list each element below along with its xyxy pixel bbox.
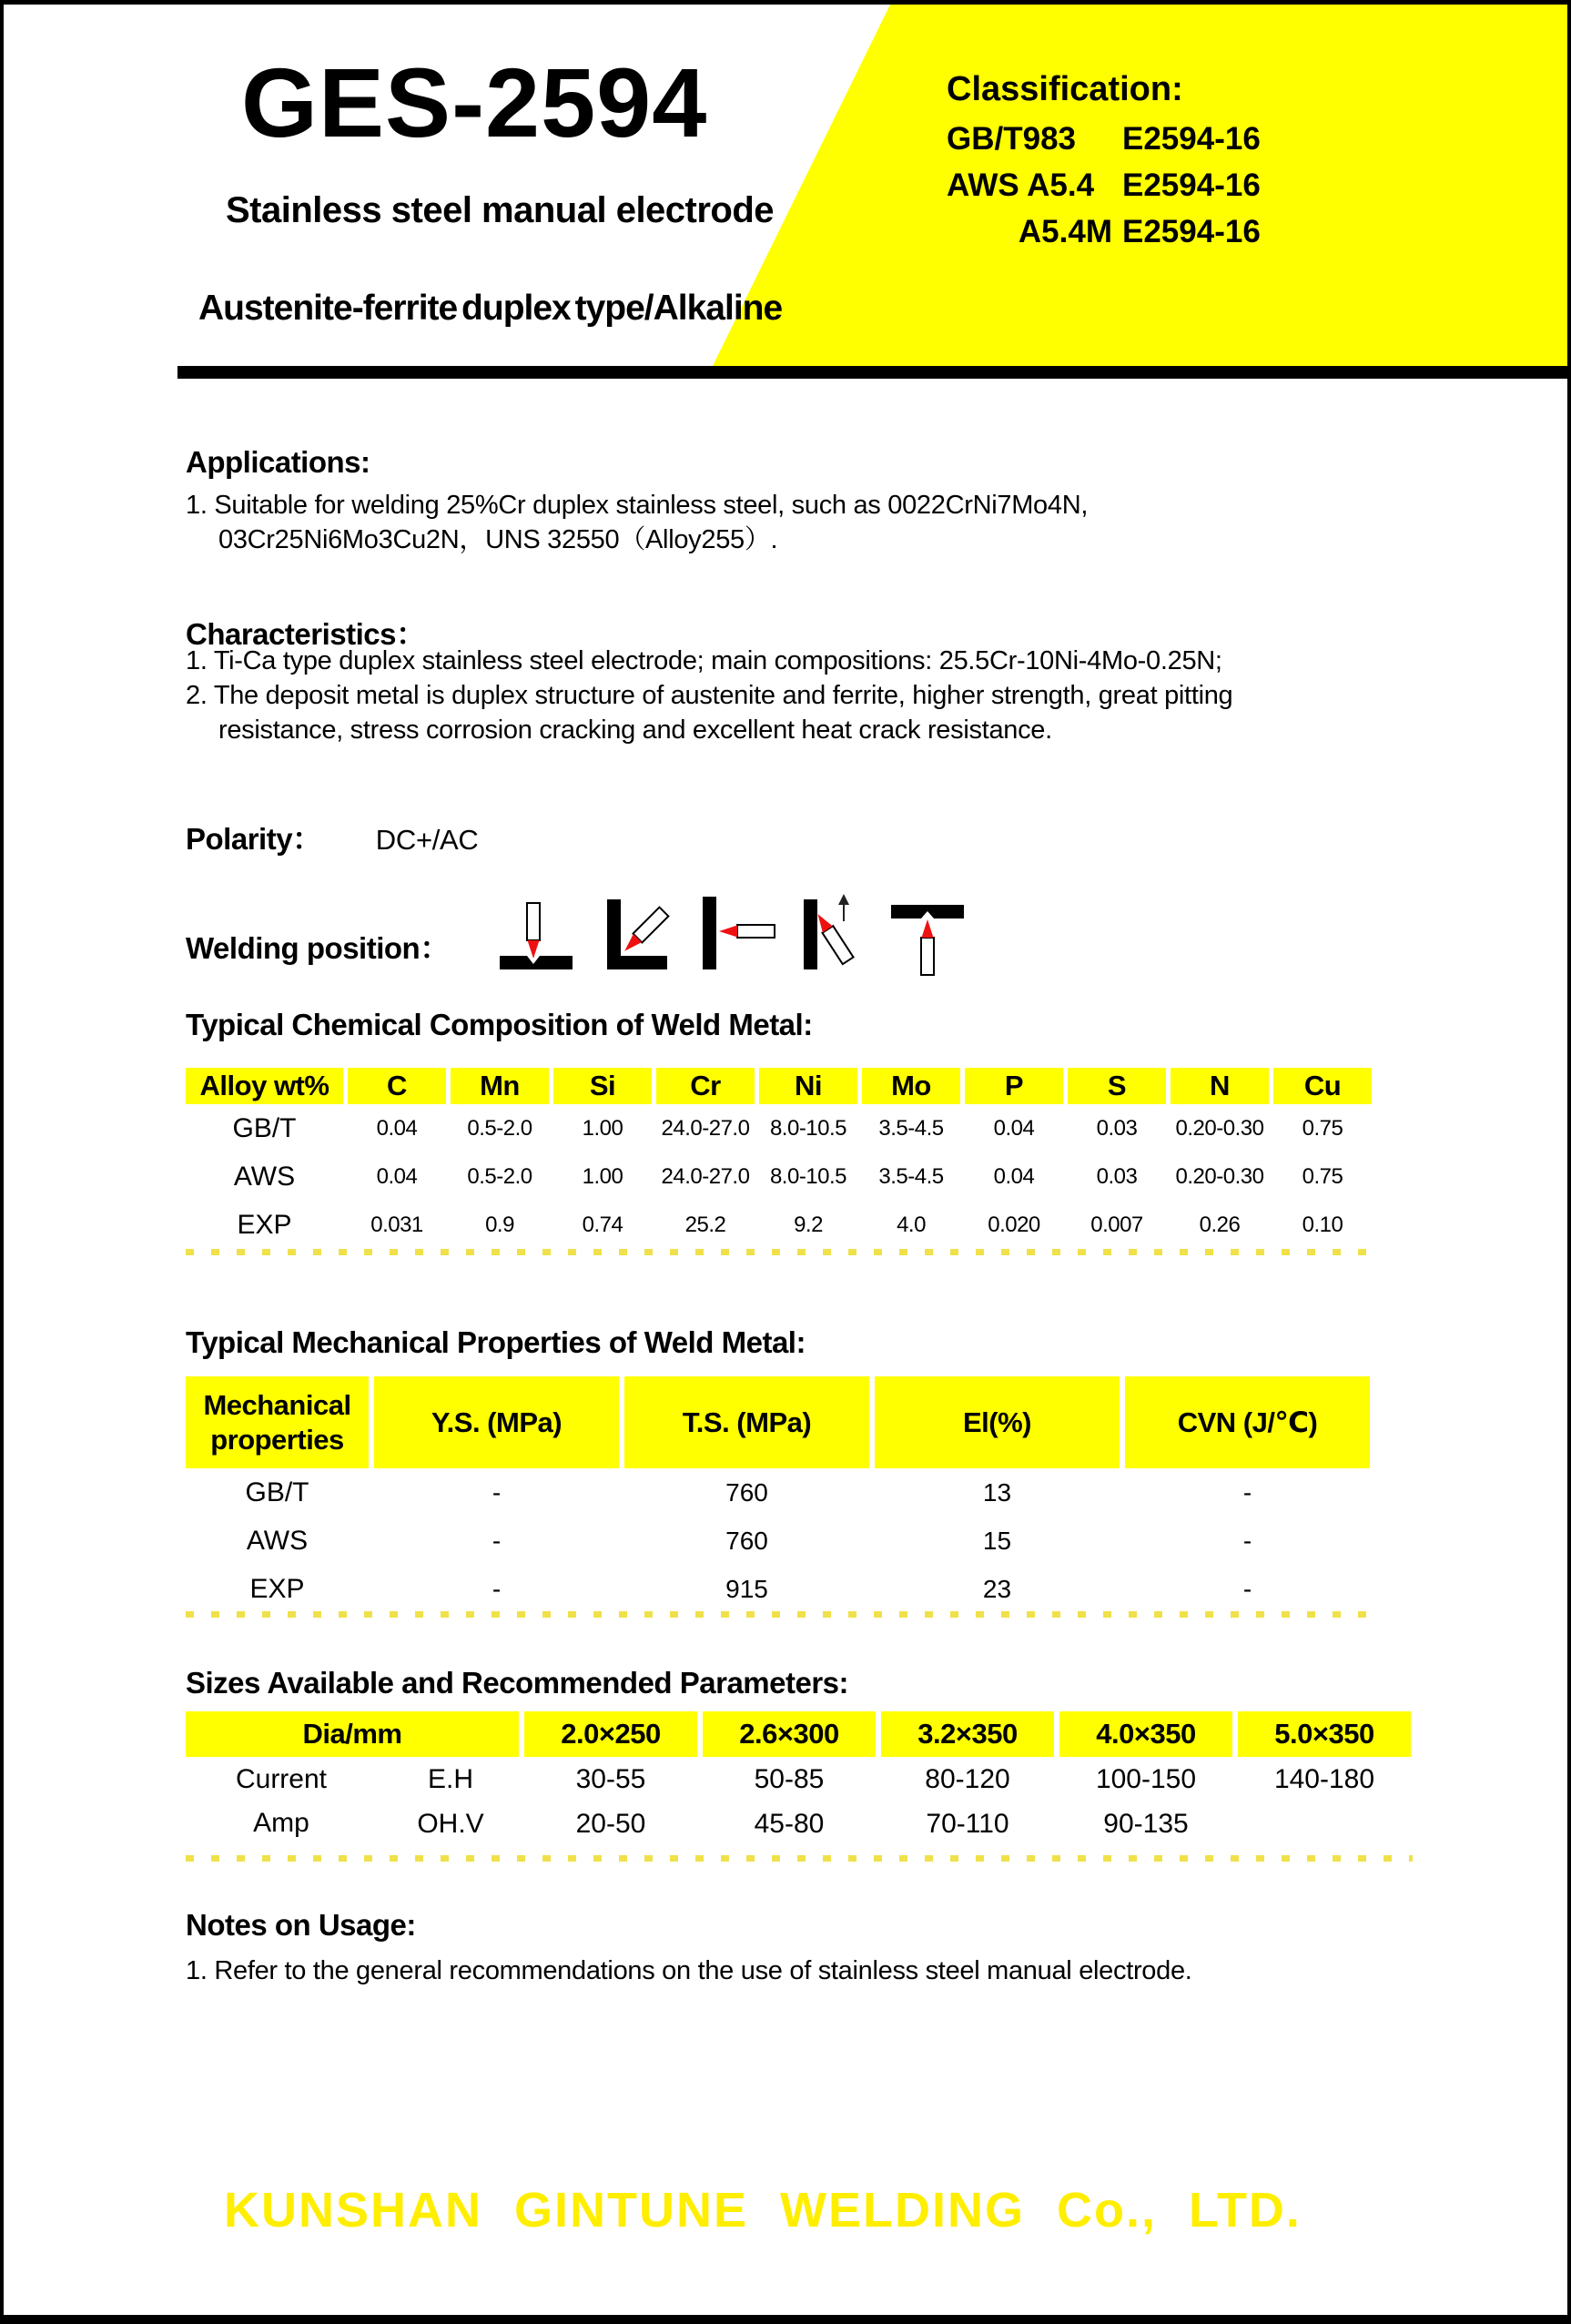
flat-position-icon: [500, 903, 573, 969]
applications-line: 1. Suitable for welding 25%Cr duplex stainless steel, such as 0022CrNi7Mo4N,: [186, 491, 1089, 520]
chem-row-label: AWS: [233, 1161, 296, 1192]
sizes-row-label: OH.V: [417, 1808, 484, 1839]
chem-header-cell: N: [1171, 1068, 1269, 1104]
chem-cell: 8.0-10.5: [769, 1163, 847, 1189]
classification-heading: Classification:: [947, 70, 1183, 108]
horizontal-position-icon: [703, 897, 775, 969]
standard-name: GB/T983: [947, 121, 1076, 157]
section-dotted-divider: [186, 1855, 1413, 1862]
header-divider-bar: [177, 366, 1567, 379]
sizes-header-cell: 5.0×350: [1238, 1711, 1411, 1757]
sizes-cell: 140-180: [1273, 1763, 1375, 1794]
mech-header-cell: [186, 1376, 369, 1468]
page-border-left: [0, 0, 4, 2324]
chem-header-cell: P: [965, 1068, 1063, 1104]
chem-cell: 24.0-27.0: [661, 1163, 750, 1189]
section-dotted-divider: [186, 1611, 1369, 1618]
sizes-cell: 70-110: [926, 1808, 1009, 1839]
chem-cell: 0.5-2.0: [467, 1163, 532, 1189]
welding-position-icons: [492, 892, 988, 976]
chem-cell: 3.5-4.5: [878, 1163, 944, 1189]
chem-header-cell: Ni: [759, 1068, 857, 1104]
chem-cell: 0.04: [993, 1163, 1035, 1189]
chem-cell: 3.5-4.5: [878, 1115, 944, 1141]
section-dotted-divider: [186, 1249, 1369, 1255]
mechanical-properties-table: [186, 1376, 1370, 1613]
fillet-position-icon: [607, 899, 668, 969]
standard-name: AWS A5.4: [947, 167, 1095, 203]
chem-header-cell: C: [348, 1068, 446, 1104]
sizes-cell: 20-50: [575, 1808, 646, 1839]
chem-cell: 0.26: [1199, 1212, 1241, 1237]
chem-row-label: EXP: [237, 1209, 292, 1240]
company-name: KUNSHAN GINTUNE WELDING Co., LTD.: [224, 2183, 1302, 2238]
sizes-cell: 80-120: [925, 1763, 1010, 1794]
applications-heading: Applications:: [186, 445, 370, 479]
chem-cell: 0.75: [1302, 1115, 1343, 1141]
standard-grade: E2594-16: [1122, 214, 1261, 249]
chem-cell: 0.04: [376, 1115, 418, 1141]
chem-cell: 1.00: [582, 1115, 623, 1141]
mech-row-label: AWS: [246, 1525, 309, 1556]
overhead-position-icon: [891, 905, 964, 975]
mech-row-label: GB/T: [245, 1477, 309, 1507]
page-border-right: [1567, 0, 1571, 2324]
chem-header-cell: Mn: [451, 1068, 549, 1104]
chem-cell: 0.03: [1096, 1115, 1138, 1141]
characteristics-line: resistance, stress corrosion cracking and excellent heat crack resistance.: [218, 715, 1052, 745]
sizes-cell: 50-85: [754, 1763, 825, 1794]
sizes-cell: 90-135: [1103, 1808, 1189, 1839]
mech-cell: -: [1242, 1574, 1252, 1603]
sizes-table-heading: Sizes Available and Recommended Parameters:: [186, 1666, 849, 1700]
page-border-bottom: [0, 2315, 1571, 2324]
sizes-row-label: E.H: [427, 1763, 473, 1794]
mechanical-table-heading: Typical Mechanical Properties of Weld Metal:: [186, 1325, 806, 1359]
characteristics-line: 1. Ti-Ca type duplex stainless steel electrode; main compositions: 25.5Cr-10Ni-4Mo-0.25N;: [186, 646, 1222, 675]
sizes-header-cell: 2.0×250: [524, 1711, 697, 1757]
chem-cell: 0.10: [1302, 1212, 1343, 1237]
chem-header-cell: Cr: [656, 1068, 755, 1104]
characteristics-line: 2. The deposit metal is duplex structure of austenite and ferrite, higher strength, great pitting: [186, 681, 1233, 710]
standard-name: A5.4M: [1018, 214, 1112, 249]
product-type-line: Austenite-ferrite duplex type/Alkaline: [198, 289, 783, 328]
classification-row: [947, 122, 1261, 168]
chem-cell: 24.0-27.0: [661, 1115, 750, 1141]
sizes-header-cell: Dia/mm: [186, 1711, 519, 1757]
polarity-label: Polarity：: [186, 822, 322, 856]
mech-cell: 760: [725, 1477, 768, 1507]
sizes-header-cell: 4.0×350: [1059, 1711, 1232, 1757]
mech-header-line: properties: [210, 1423, 344, 1456]
standard-grade: E2594-16: [1122, 121, 1261, 157]
chemical-table-heading: Typical Chemical Composition of Weld Metal:: [186, 1008, 813, 1041]
chem-cell: 1.00: [582, 1163, 623, 1189]
chem-cell: 8.0-10.5: [769, 1115, 847, 1141]
chem-cell: 0.20-0.30: [1175, 1163, 1264, 1189]
mech-header-cell: El(%): [875, 1376, 1120, 1468]
mech-row-label: EXP: [249, 1573, 305, 1604]
chem-cell: 25.2: [684, 1212, 726, 1237]
mech-cell: -: [492, 1574, 502, 1603]
sizes-cell: 100-150: [1095, 1763, 1197, 1794]
chem-cell: 0.007: [1090, 1212, 1143, 1237]
mech-header-cell: Y.S. (MPa): [374, 1376, 619, 1468]
page-border-top: [0, 0, 1571, 5]
chem-cell: 0.75: [1302, 1163, 1343, 1189]
classification-rows: [947, 122, 1261, 261]
classification-row: [947, 168, 1261, 215]
sizes-header-cell: 2.6×300: [703, 1711, 876, 1757]
chem-cell: 0.9: [485, 1212, 514, 1237]
chem-cell: 0.03: [1096, 1163, 1138, 1189]
mech-cell: -: [492, 1526, 502, 1555]
chem-cell: 0.20-0.30: [1175, 1115, 1264, 1141]
sizes-header-cell: 3.2×350: [881, 1711, 1054, 1757]
welding-position-label: Welding position：: [186, 931, 450, 965]
chem-header-cell: Si: [553, 1068, 652, 1104]
sizes-cell: 45-80: [754, 1808, 825, 1839]
mech-cell: 760: [725, 1526, 768, 1555]
notes-heading: Notes on Usage:: [186, 1908, 416, 1942]
chem-cell: 0.04: [993, 1115, 1035, 1141]
chem-cell: 0.031: [370, 1212, 423, 1237]
classification-block: [947, 72, 1261, 261]
current-amp-label: [186, 1757, 377, 1846]
product-title: GES-2594: [241, 47, 708, 157]
amp-label-line: Amp: [253, 1808, 309, 1838]
chem-cell: 0.5-2.0: [467, 1115, 532, 1141]
polarity-value: DC+/AC: [375, 824, 479, 856]
mech-cell: 15: [982, 1526, 1012, 1555]
chem-cell: 0.04: [376, 1163, 418, 1189]
mech-cell: 23: [982, 1574, 1012, 1603]
sizes-table: [186, 1711, 1411, 1846]
chem-cell: 0.74: [582, 1212, 623, 1237]
classification-row: [947, 215, 1261, 261]
vertical-up-position-icon: [804, 894, 854, 969]
chem-row-label: GB/T: [232, 1112, 297, 1143]
chemical-composition-table: [186, 1068, 1372, 1249]
mech-cell: -: [1242, 1526, 1252, 1555]
chem-header-cell: Mo: [862, 1068, 960, 1104]
chem-header-cell: S: [1068, 1068, 1166, 1104]
applications-line: 03Cr25Ni6Mo3Cu2N，UNS 32550（Alloy255）.: [218, 525, 778, 554]
polarity-row: [186, 824, 479, 855]
chem-cell: 4.0: [897, 1212, 926, 1237]
mech-cell: 915: [725, 1574, 768, 1603]
chem-header-cell: Alloy wt%: [186, 1068, 343, 1104]
standard-grade: E2594-16: [1122, 167, 1261, 203]
current-label-line: Current: [235, 1764, 328, 1794]
sizes-cell: 30-55: [575, 1763, 646, 1794]
chem-cell: 0.020: [988, 1212, 1040, 1237]
mech-header-line: Mechanical: [203, 1388, 351, 1421]
product-subtitle: Stainless steel manual electrode: [226, 190, 775, 230]
characteristics-heading: Characteristics：: [186, 617, 426, 651]
mech-cell: -: [1242, 1477, 1252, 1507]
notes-line: 1. Refer to the general recommendations on the use of stainless steel manual electrode.: [186, 1956, 1192, 1985]
mech-cell: 13: [982, 1477, 1012, 1507]
chem-cell: 9.2: [794, 1212, 823, 1237]
chem-header-cell: Cu: [1273, 1068, 1372, 1104]
mech-header-cell: T.S. (MPa): [624, 1376, 869, 1468]
mech-header-cell: CVN (J/℃): [1125, 1376, 1370, 1468]
mech-cell: -: [492, 1477, 502, 1507]
